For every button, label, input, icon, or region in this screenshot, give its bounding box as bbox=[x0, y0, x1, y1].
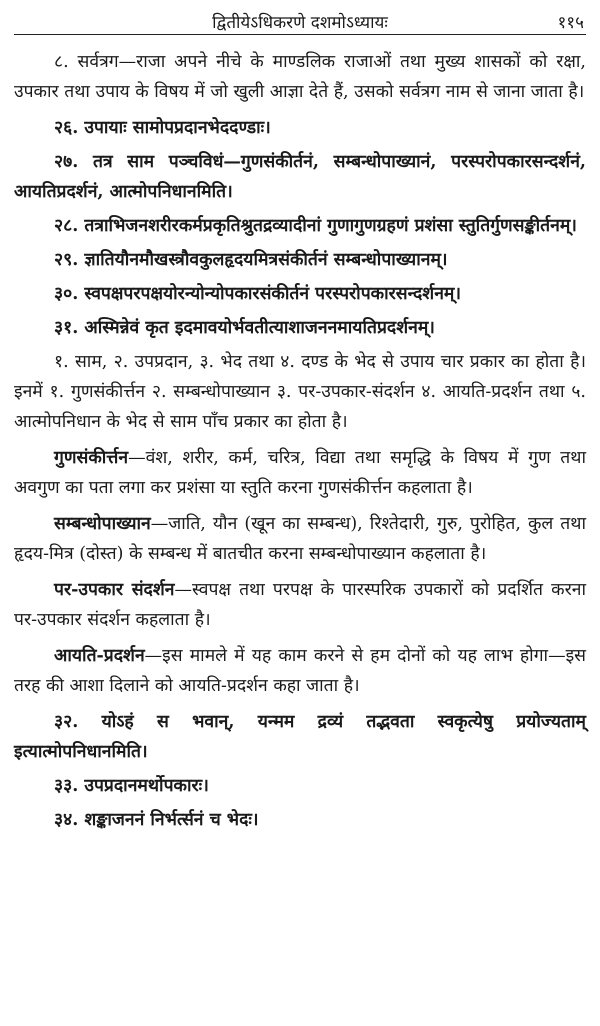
sutra-34: ३४. शङ्काजननं निर्भर्त्सनं च भेदः। bbox=[54, 810, 259, 830]
sutra-29: २९. ज्ञातियौनमौखस्त्रौवकुलहृदयमित्रसंकीर्तनं सम्बन्धोपाख्यानम्। bbox=[54, 250, 448, 270]
definition-text: —इस मामले में यह काम करने से हम दोनों को यह लाभ होगा—इस तरह की आशा दिलाने को आयति-प्रदर्शन कहा जाता है। bbox=[14, 646, 586, 696]
sutra-33: ३३. उपप्रदानमर्थोपकारः। bbox=[54, 776, 209, 796]
definition-gunasankirtan bbox=[14, 443, 586, 503]
sutra-32: ३२. योऽहं स भवान्, यन्मम द्रव्यं तद्भवता स्वकृत्येषु प्रयोज्यताम् इत्यात्मोपनिधानमिति। bbox=[14, 712, 586, 762]
definition-term: सम्बन्धोपाख्यान bbox=[54, 514, 151, 534]
definition-ayati-pradarshan bbox=[14, 641, 586, 701]
definition-sambandhopakhyan bbox=[14, 509, 586, 569]
definition-text: —जाति, यौन (खून का सम्बन्ध), रिश्तेदारी, गुरु, पुरोहित, कुल तथा हृदय-मित्र (दोस्त) के सम्बन्ध में बातचीत करना सम्बन्धोपाख्यान कहलाता है। bbox=[14, 514, 586, 564]
definition-par-upkar-sandarshan bbox=[14, 575, 586, 635]
header-title: द्वितीयेऽधिकरणे दशमोऽध्यायः bbox=[212, 13, 388, 33]
definition-text: —वंश, शरीर, कर्म, चरित्र, विद्या तथा समृद्धि के विषय में गुण तथा अवगुण का पता लगा कर प्रशंसा या स्तुति करना गुणसंकीर्त्तन कहलाता है। bbox=[14, 448, 586, 498]
definition-text: —स्वपक्ष तथा परपक्ष के पारस्परिक उपकारों को प्रदर्शित करना पर-उपकार संदर्शन कहलाता है। bbox=[14, 580, 586, 630]
page-number: ११५ bbox=[557, 13, 584, 33]
sutra-31: ३१. अस्मिन्नेवं कृत इदमावयोर्भवतीत्याशाजननमायतिप्रदर्शनम्। bbox=[54, 318, 435, 338]
sutra-27: २७. तत्र साम पञ्चविधं—गुणसंकीर्तनं, सम्बन्धोपाख्यानं, परस्परोपकारसन्दर्शनं, आयतिप्रदर्शनं, आत्मोपनिधानमिति। bbox=[14, 152, 586, 202]
paragraph-sarvatrag: ८. सर्वत्रग—राजा अपने नीचे के माण्डलिक राजाओं तथा मुख्य शासकों को रक्षा, उपकार तथा उपाय के विषय में जो खुली आज्ञा देते हैं, उसको सर्वत्रग नाम से जाना जाता है। bbox=[14, 52, 586, 102]
running-header bbox=[14, 8, 586, 35]
paragraph-upaya-explanation: १. साम, २. उपप्रदान, ३. भेद तथा ४. दण्ड के भेद से उपाय चार प्रकार का होता है। इनमें १. गुणसंकीर्त्तन २. सम्बन्धोपाख्यान ३. पर-उपकार-संदर्शन ४. आयति-प्रदर्शन तथा ५. आत्मोपनिधान के भेद से साम पाँच प्रकार का होता है। bbox=[14, 352, 586, 432]
sutra-26: २६. उपायाः सामोपप्रदानभेददण्डाः। bbox=[54, 118, 271, 138]
definition-term: पर-उपकार संदर्शन bbox=[54, 580, 175, 600]
sutra-30: ३०. स्वपक्षपरपक्षयोरन्योन्योपकारसंकीर्तनं परस्परोपकारसन्दर्शनम्। bbox=[54, 284, 462, 304]
sutra-28: २८. तत्राभिजनशरीरकर्मप्रकृतिश्रुतद्रव्यादीनां गुणागुणग्रहणं प्रशंसा स्तुतिर्गुणसङ्कीर्तनम्। bbox=[54, 216, 577, 236]
definition-term: आयति-प्रदर्शन bbox=[54, 646, 145, 666]
definition-term: गुणसंकीर्त्तन bbox=[54, 448, 129, 468]
